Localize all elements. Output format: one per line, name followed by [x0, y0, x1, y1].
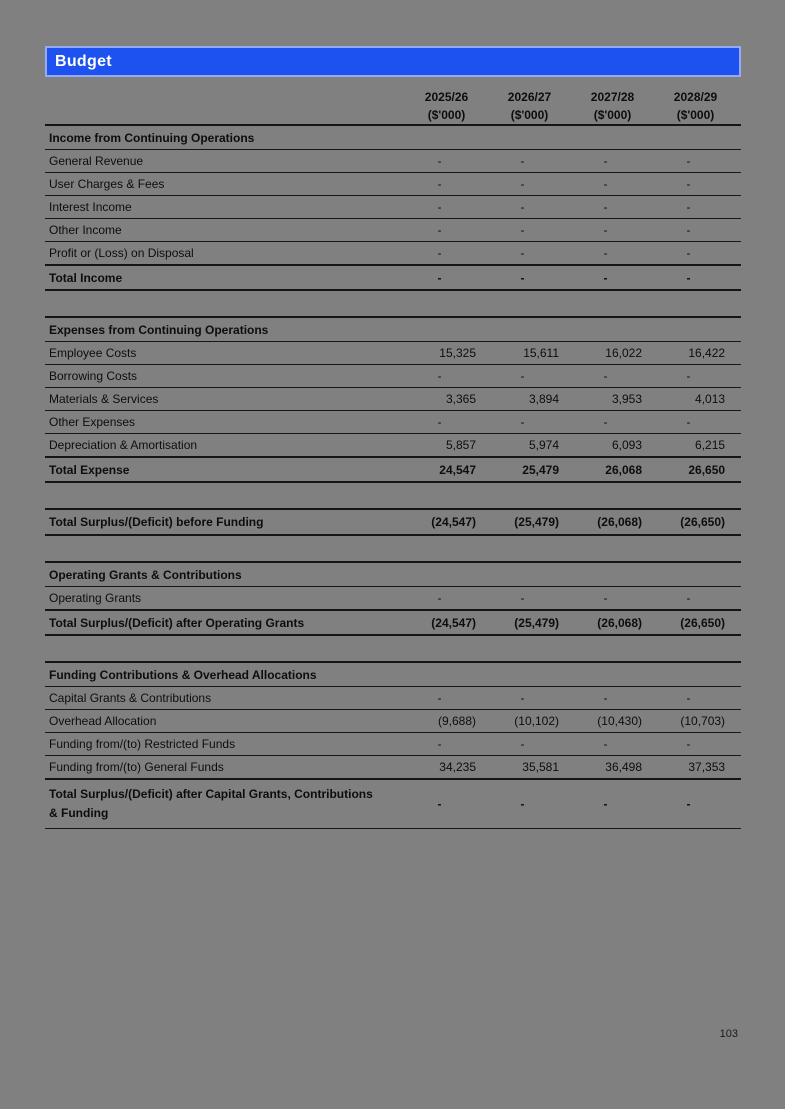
row-value: 4,013 [695, 392, 726, 406]
table-row [45, 196, 741, 219]
row-value: - [603, 270, 608, 285]
row-value: 24,547 [439, 462, 476, 477]
row-value: - [603, 369, 608, 383]
section-title: Income from Continuing Operations [45, 125, 741, 150]
row-label: Other Expenses [49, 415, 136, 429]
row-value: - [686, 270, 691, 285]
year-header: 2026/27 [507, 90, 552, 104]
row-value: (26,068) [597, 615, 642, 630]
row-label: Funding from/(to) Restricted Funds [49, 737, 236, 751]
section-title-row [45, 662, 741, 687]
row-value: - [437, 177, 442, 191]
unit-header: ($'000) [593, 108, 632, 122]
row-label: Operating Grants [49, 591, 142, 605]
row-value: - [686, 415, 691, 429]
unit-header: ($'000) [676, 108, 715, 122]
row-value: - [520, 270, 525, 285]
row-value: (26,650) [680, 615, 725, 630]
section-title-row [45, 562, 741, 587]
row-value: (10,430) [597, 714, 642, 728]
row-value: - [686, 223, 691, 237]
row-value: 3,365 [445, 392, 476, 406]
spacer-cell [45, 106, 409, 124]
section-funding-contributions [45, 661, 741, 829]
table-row [45, 687, 741, 710]
row-value: (9,688) [437, 714, 476, 728]
row-value: 16,022 [605, 346, 642, 360]
unit-header: ($'000) [427, 108, 466, 122]
row-value: (10,102) [514, 714, 559, 728]
unit-header-row [45, 106, 741, 124]
row-value: - [603, 246, 608, 260]
row-value: - [520, 246, 525, 260]
row-label: Total Surplus/(Deficit) before Funding [49, 515, 264, 529]
row-value: (25,479) [514, 615, 559, 630]
row-value: - [520, 737, 525, 751]
table-row [45, 173, 741, 196]
row-value: - [437, 369, 442, 383]
page-number: 103 [719, 1028, 738, 1040]
row-label: General Revenue [49, 154, 144, 168]
title-bar [45, 46, 741, 77]
year-header: 2025/26 [424, 90, 469, 104]
row-value: - [603, 223, 608, 237]
total-row [45, 509, 741, 535]
row-value: - [603, 200, 608, 214]
row-value: - [437, 691, 442, 705]
row-value: - [437, 200, 442, 214]
row-value: 34,235 [439, 760, 476, 774]
row-value: (26,650) [680, 515, 725, 529]
year-header: 2027/28 [590, 90, 635, 104]
row-value: (10,703) [680, 714, 726, 728]
row-value: - [603, 177, 608, 191]
row-value: 6,215 [695, 438, 726, 452]
column-headers [45, 88, 741, 124]
row-value: - [520, 797, 525, 811]
table-row [45, 733, 741, 756]
table-row [45, 710, 741, 733]
row-value: - [603, 691, 608, 705]
section-expenses [45, 316, 741, 483]
row-label: Overhead Allocation [49, 714, 157, 728]
row-value: 16,422 [688, 346, 726, 360]
row-value: - [686, 369, 691, 383]
row-value: - [437, 154, 442, 168]
unit-header: ($'000) [510, 108, 549, 122]
table-row [45, 587, 741, 611]
row-value: - [437, 737, 442, 751]
row-label: Depreciation & Amortisation [49, 438, 198, 452]
row-value: (26,068) [597, 515, 642, 529]
total-row [45, 610, 741, 635]
table-row [45, 365, 741, 388]
section-title-row [45, 317, 741, 342]
section-title: Expenses from Continuing Operations [45, 317, 741, 342]
page-title: Budget [55, 52, 112, 70]
row-value: - [520, 200, 525, 214]
table-row [45, 342, 741, 365]
row-value: - [603, 154, 608, 168]
row-label-text: Total Surplus/(Deficit) after Capital Grants, Contributions & Funding [49, 787, 373, 820]
row-value: - [437, 246, 442, 260]
row-value: - [437, 270, 442, 285]
row-label: Materials & Services [49, 392, 159, 406]
row-value: 37,353 [688, 760, 726, 774]
total-row [45, 265, 741, 290]
row-label: Total Income [49, 270, 123, 285]
table-row [45, 756, 741, 780]
row-value: (24,547) [431, 515, 476, 529]
table-row [45, 388, 741, 411]
row-value: 3,894 [528, 392, 559, 406]
row-value: - [520, 177, 525, 191]
row-value: - [686, 246, 691, 260]
row-value: 15,325 [439, 346, 476, 360]
spacer-cell [45, 88, 409, 106]
section-title: Funding Contributions & Overhead Allocations [45, 662, 741, 687]
row-value: - [520, 223, 525, 237]
row-value: 5,857 [445, 438, 476, 452]
row-value: 26,650 [688, 462, 726, 477]
row-label: User Charges & Fees [49, 177, 165, 191]
year-header-row [45, 88, 741, 106]
row-label: Profit or (Loss) on Disposal [49, 246, 194, 260]
section-income [45, 124, 741, 291]
row-value: - [520, 369, 525, 383]
row-label: Total Surplus/(Deficit) after Operating Grants [49, 615, 305, 630]
table-row [45, 242, 741, 266]
row-value: - [520, 591, 525, 605]
row-value: 3,953 [611, 392, 642, 406]
row-label: Capital Grants & Contributions [49, 691, 212, 705]
row-value: - [520, 691, 525, 705]
row-value: 35,581 [522, 760, 559, 774]
row-value: - [437, 415, 442, 429]
row-value: - [686, 591, 691, 605]
row-label: Borrowing Costs [49, 369, 138, 383]
row-value: (25,479) [514, 515, 559, 529]
total-row [45, 457, 741, 482]
row-value: - [686, 200, 691, 214]
row-value: 5,974 [528, 438, 559, 452]
section-title: Operating Grants & Contributions [45, 562, 741, 587]
section-title-row [45, 125, 741, 150]
row-value: 26,068 [605, 462, 642, 477]
row-value: 15,611 [523, 346, 559, 360]
row-value: - [686, 737, 691, 751]
row-value: - [686, 177, 691, 191]
row-value: - [520, 415, 525, 429]
row-value: - [437, 223, 442, 237]
row-label [45, 779, 409, 829]
row-value: - [437, 591, 442, 605]
budget-report [45, 46, 741, 829]
table-row [45, 411, 741, 434]
row-value: - [603, 591, 608, 605]
row-label: Other Income [49, 223, 122, 237]
row-value: 36,498 [605, 760, 642, 774]
row-label: Total Expense [49, 462, 130, 477]
row-value: - [603, 737, 608, 751]
row-value: - [437, 797, 442, 811]
row-label: Interest Income [49, 200, 132, 214]
row-value: - [686, 691, 691, 705]
row-value: - [603, 797, 608, 811]
row-value: - [686, 797, 691, 811]
year-header: 2028/29 [673, 90, 718, 104]
row-value: (24,547) [431, 615, 476, 630]
total-surplus-before-funding [45, 508, 741, 536]
row-value: - [603, 415, 608, 429]
table-row [45, 219, 741, 242]
row-value: 25,479 [522, 462, 559, 477]
section-operating-grants [45, 561, 741, 636]
total-row [45, 779, 741, 829]
row-label: Funding from/(to) General Funds [49, 760, 224, 774]
table-row [45, 150, 741, 173]
row-value: - [686, 154, 691, 168]
table-row [45, 434, 741, 458]
row-label: Employee Costs [49, 346, 137, 360]
row-value: - [520, 154, 525, 168]
row-value: 6,093 [611, 438, 642, 452]
